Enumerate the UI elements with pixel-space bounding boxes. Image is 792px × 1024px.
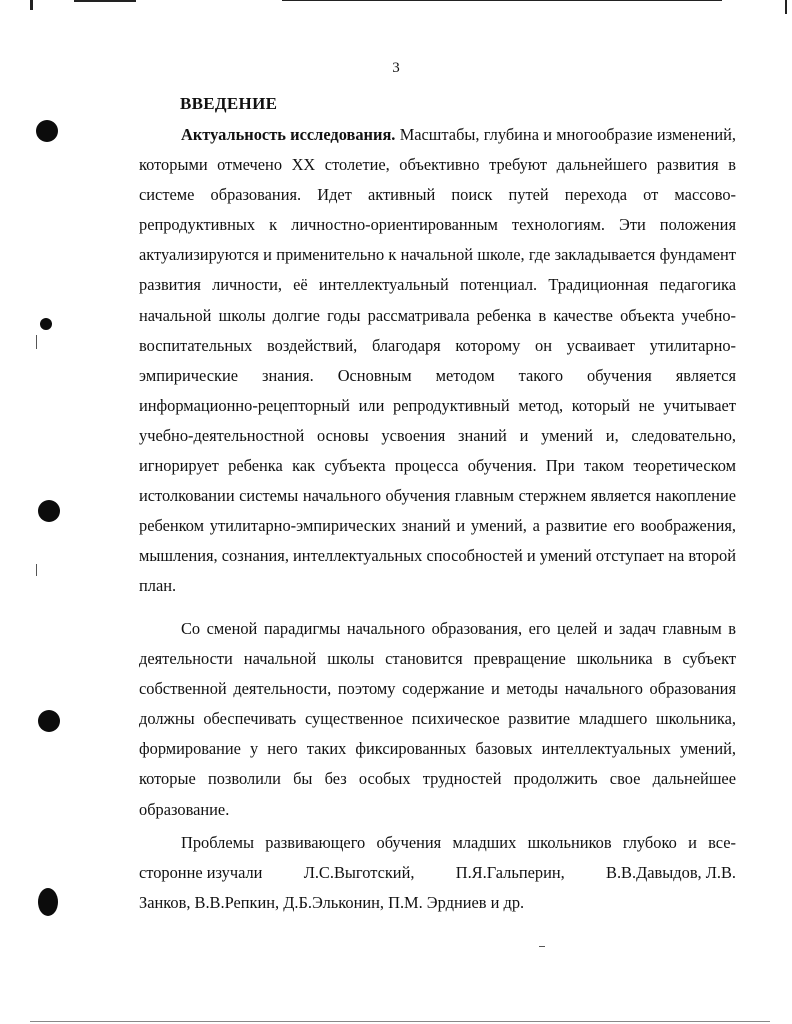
scan-mark-text-1 xyxy=(539,946,545,947)
paragraph-researchers xyxy=(139,828,736,918)
punch-hole-3 xyxy=(38,500,60,522)
scan-edge-corner xyxy=(30,0,33,10)
punch-hole-1 xyxy=(36,120,58,142)
punch-hole-5 xyxy=(38,888,58,916)
scan-edge-top-right xyxy=(282,0,722,1)
punch-hole-2 xyxy=(40,318,52,330)
researchers-line-2-part-1: сторонне изучали xyxy=(139,863,263,883)
scan-mark-left-2 xyxy=(36,564,37,576)
relevance-text: Масштабы, глубина и многообразие изменений, которыми отмечено XX столетие, объективно требуют дальнейшего развития в системе образования. Идет активный поиск путей перехода от массово-репродуктивных к личностно-ориентированным технологиям. Эти положения актуализируются и применительно к начальной школе, где закладывается фундамент развития личности, её интеллектуальный потенциал. Традиционная педагогика начальной школы долгие годы рассматривала ребенка в качестве объекта учебно-воспитательных воздействий, благодаря которому он усваивает утилитарно-эмпирические знания. Основным методом такого обучения является информационно-рецепторный или репродуктивный метод, который не учитывает учебно-деятельностной основы усвоения знаний и умений и, следовательно, игнорирует ребенка как субъекта процесса обучения. При таком теоретическом истолковании системы начального обучения главным стержнем является накопление ребенком утилитарно-эмпирических знаний и умений, а развитие его воображения, мышления, сознания, интеллектуальных способностей и умений отступает на второй план. xyxy=(139,125,736,596)
paragraph-paradigm xyxy=(139,614,736,825)
paragraph-relevance xyxy=(139,120,736,602)
relevance-lead: Актуальность исследования. xyxy=(181,125,396,144)
researchers-line-3: Занков, В.В.Репкин, Д.Б.Эльконин, П.М. Эрдниев и др. xyxy=(139,893,525,913)
section-heading: ВВЕДЕНИЕ xyxy=(180,94,278,113)
punch-hole-4 xyxy=(38,710,60,732)
page-number: 3 xyxy=(392,60,400,76)
scan-edge-right xyxy=(785,0,787,14)
scan-edge-top-left xyxy=(74,0,136,2)
scan-edge-bottom xyxy=(30,1021,770,1022)
scan-mark-left-1 xyxy=(36,335,37,349)
researchers-line-2-part-4: В.В.Давыдов, Л.В. xyxy=(606,863,736,883)
researchers-line-2-part-3: П.Я.Гальперин, xyxy=(455,863,565,883)
researchers-line-2-part-2: Л.С.Выготский, xyxy=(303,863,415,883)
researchers-line-1: Проблемы развивающего обучения младших школьников глубоко и все- xyxy=(181,833,736,852)
researchers-line-2 xyxy=(139,858,736,888)
paradigm-text: Со сменой парадигмы начального образования, его целей и задач главным в деятельности начальной школы становится превращение школьника в субъект собственной деятельности, поэтому содержание и методы начального образования должны обеспечивать существенное психическое развитие младшего школьника, формирование у него таких фиксированных базовых интеллектуальных умений, которые позволили бы без особых трудностей продолжить свое дальнейшее образование. xyxy=(139,619,736,819)
